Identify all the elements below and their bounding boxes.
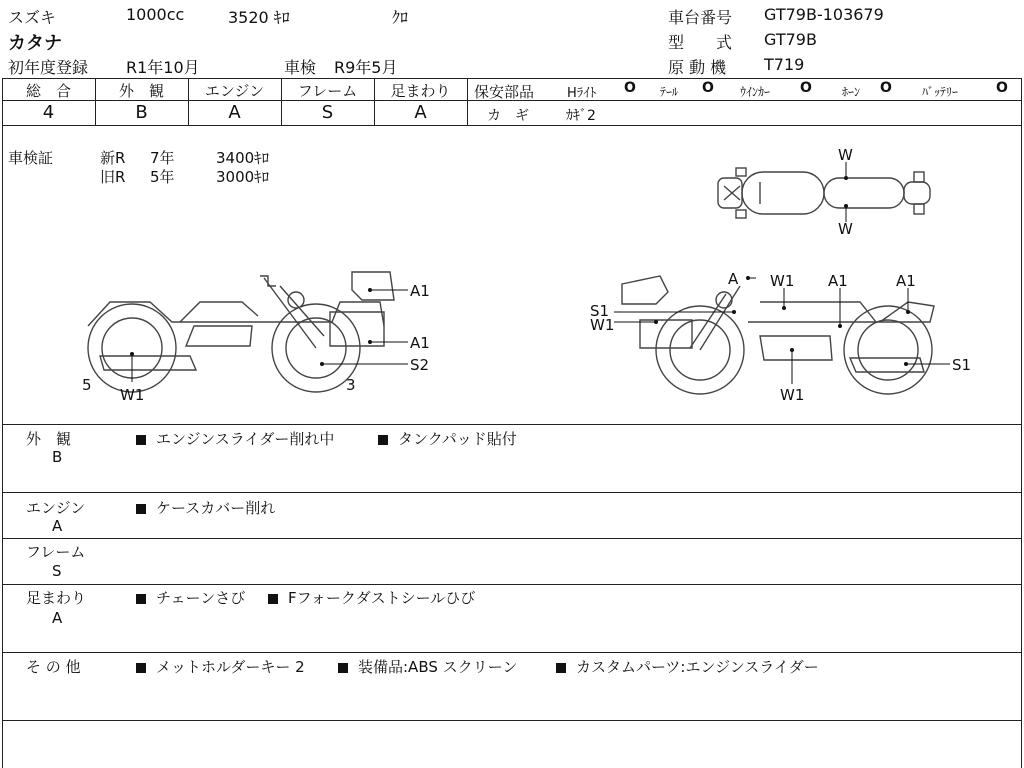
cert-old-mileage: 3000ｷﾛ <box>216 168 270 186</box>
grade-value-suspension: A <box>414 102 427 123</box>
frame-no-value: GT79B-103679 <box>764 5 884 24</box>
mark-left-a1-upper: A1 <box>410 282 430 300</box>
remark-item: カスタムパーツ:エンジンスライダー <box>556 656 819 677</box>
safety-item-winker: ｳｲﾝｶｰ <box>740 85 771 99</box>
safety-status-horn: O <box>880 80 892 96</box>
safety-item-tail: ﾃｰﾙ <box>660 85 679 99</box>
rule-diagram-bottom <box>2 424 1022 425</box>
grade-label-exterior: 外 観 <box>118 82 164 100</box>
left-view-outline <box>88 272 394 392</box>
cert-new-label: 新R <box>100 149 126 167</box>
rule-remark-1 <box>2 492 1022 493</box>
mileage: 3520 ｷﾛ <box>228 8 290 27</box>
remark-item: メットホルダーキー 2 <box>136 656 305 677</box>
remark-item: ケースカバー削れ <box>136 497 275 518</box>
mark-left-s2: S2 <box>410 356 430 374</box>
inspection-label: 車検 <box>284 58 317 77</box>
mark-right-a1-mid: A1 <box>828 272 848 290</box>
cert-new-mileage: 3400ｷﾛ <box>216 149 270 167</box>
top-view-outline <box>718 168 930 218</box>
model-code-value: GT79B <box>764 30 817 49</box>
mark-left-5: 5 <box>82 376 92 394</box>
safety-item-headlight: Hﾗｲﾄ <box>567 86 597 101</box>
first-registration-value: R1年10月 <box>126 58 200 77</box>
safety-status-tail: O <box>702 80 714 96</box>
rule-remark-2 <box>2 538 1022 539</box>
mark-top-w-upper: W <box>838 146 853 164</box>
grade-label-overall: 総 合 <box>25 82 71 100</box>
key-value: ｶｷﾞ2 <box>566 108 596 124</box>
cert-old-years: 5年 <box>150 168 175 186</box>
grade-value-exterior: B <box>135 102 148 123</box>
grade-value-frame: S <box>321 102 334 123</box>
safety-parts-label: 保安部品 <box>474 83 535 101</box>
right-view-outline <box>622 276 934 394</box>
rule-remark-4 <box>2 652 1022 653</box>
remark-grade-exterior: B <box>52 448 63 466</box>
remark-item: チェーンさび <box>136 587 245 608</box>
mark-left-w1: W1 <box>120 386 145 404</box>
remark-grade-engine: A <box>52 517 63 535</box>
remark-item: タンクパッド貼付 <box>378 428 517 449</box>
motorcycle-diagram <box>0 126 1024 424</box>
grade-label-suspension: 足まわり <box>390 82 451 100</box>
grade-label-frame: フレーム <box>297 82 358 100</box>
key-label: カ ギ <box>487 108 529 124</box>
rule-top <box>2 78 1022 79</box>
model-code-label: 型 式 <box>668 33 733 52</box>
remark-label-exterior: 外 観 <box>26 430 72 448</box>
safety-status-headlight: O <box>624 80 636 96</box>
displacement: 1000cc <box>126 5 185 24</box>
engine-value: T719 <box>764 55 805 74</box>
color: ｸﾛ <box>392 8 409 27</box>
mark-right-s1-front: S1 <box>590 302 610 320</box>
safety-item-horn: ﾎｰﾝ <box>842 85 861 99</box>
remark-grade-frame: S <box>52 562 62 580</box>
grade-value-engine: A <box>228 102 241 123</box>
mark-left-a1-lower: A1 <box>410 334 430 352</box>
remark-grade-suspension: A <box>52 609 63 627</box>
mark-right-a: A <box>728 270 739 288</box>
mark-right-s1-rear: S1 <box>952 356 972 374</box>
engine-label: 原 動 機 <box>668 58 727 77</box>
cert-label: 車検証 <box>8 149 54 167</box>
remark-label-engine: エンジン <box>26 499 86 517</box>
frame-no-label: 車台番号 <box>668 8 733 27</box>
inspection-value: R9年5月 <box>334 58 398 77</box>
mark-right-w1-bottom: W1 <box>780 386 805 404</box>
safety-status-winker: O <box>800 80 812 96</box>
safety-status-battery: O <box>996 80 1008 96</box>
remark-label-frame: フレーム <box>26 543 86 561</box>
mark-right-a1-rear: A1 <box>896 272 916 290</box>
remark-item: Fフォークダストシールひび <box>268 587 475 608</box>
model-name: カタナ <box>8 33 62 54</box>
mark-right-w1-front: W1 <box>590 316 615 334</box>
maker: スズキ <box>8 8 57 27</box>
mark-left-3: 3 <box>346 376 356 394</box>
grade-label-engine: エンジン <box>204 82 265 100</box>
remark-item: エンジンスライダー削れ中 <box>136 428 334 449</box>
first-registration-label: 初年度登録 <box>8 58 89 77</box>
mark-top-w-lower: W <box>838 220 853 238</box>
safety-item-battery: ﾊﾞｯﾃﾘｰ <box>922 85 959 99</box>
remark-item: 装備品:ABS スクリーン <box>338 656 517 677</box>
mark-right-w1-top: W1 <box>770 272 795 290</box>
rule-remark-3 <box>2 584 1022 585</box>
grade-value-overall: 4 <box>42 102 55 123</box>
cert-new-years: 7年 <box>150 149 175 167</box>
rule-remark-5 <box>2 720 1022 721</box>
remark-label-suspension: 足まわり <box>26 589 87 607</box>
grade-divider-5 <box>467 78 468 125</box>
remark-label-other: そ の 他 <box>26 658 81 676</box>
cert-old-label: 旧R <box>100 168 126 186</box>
